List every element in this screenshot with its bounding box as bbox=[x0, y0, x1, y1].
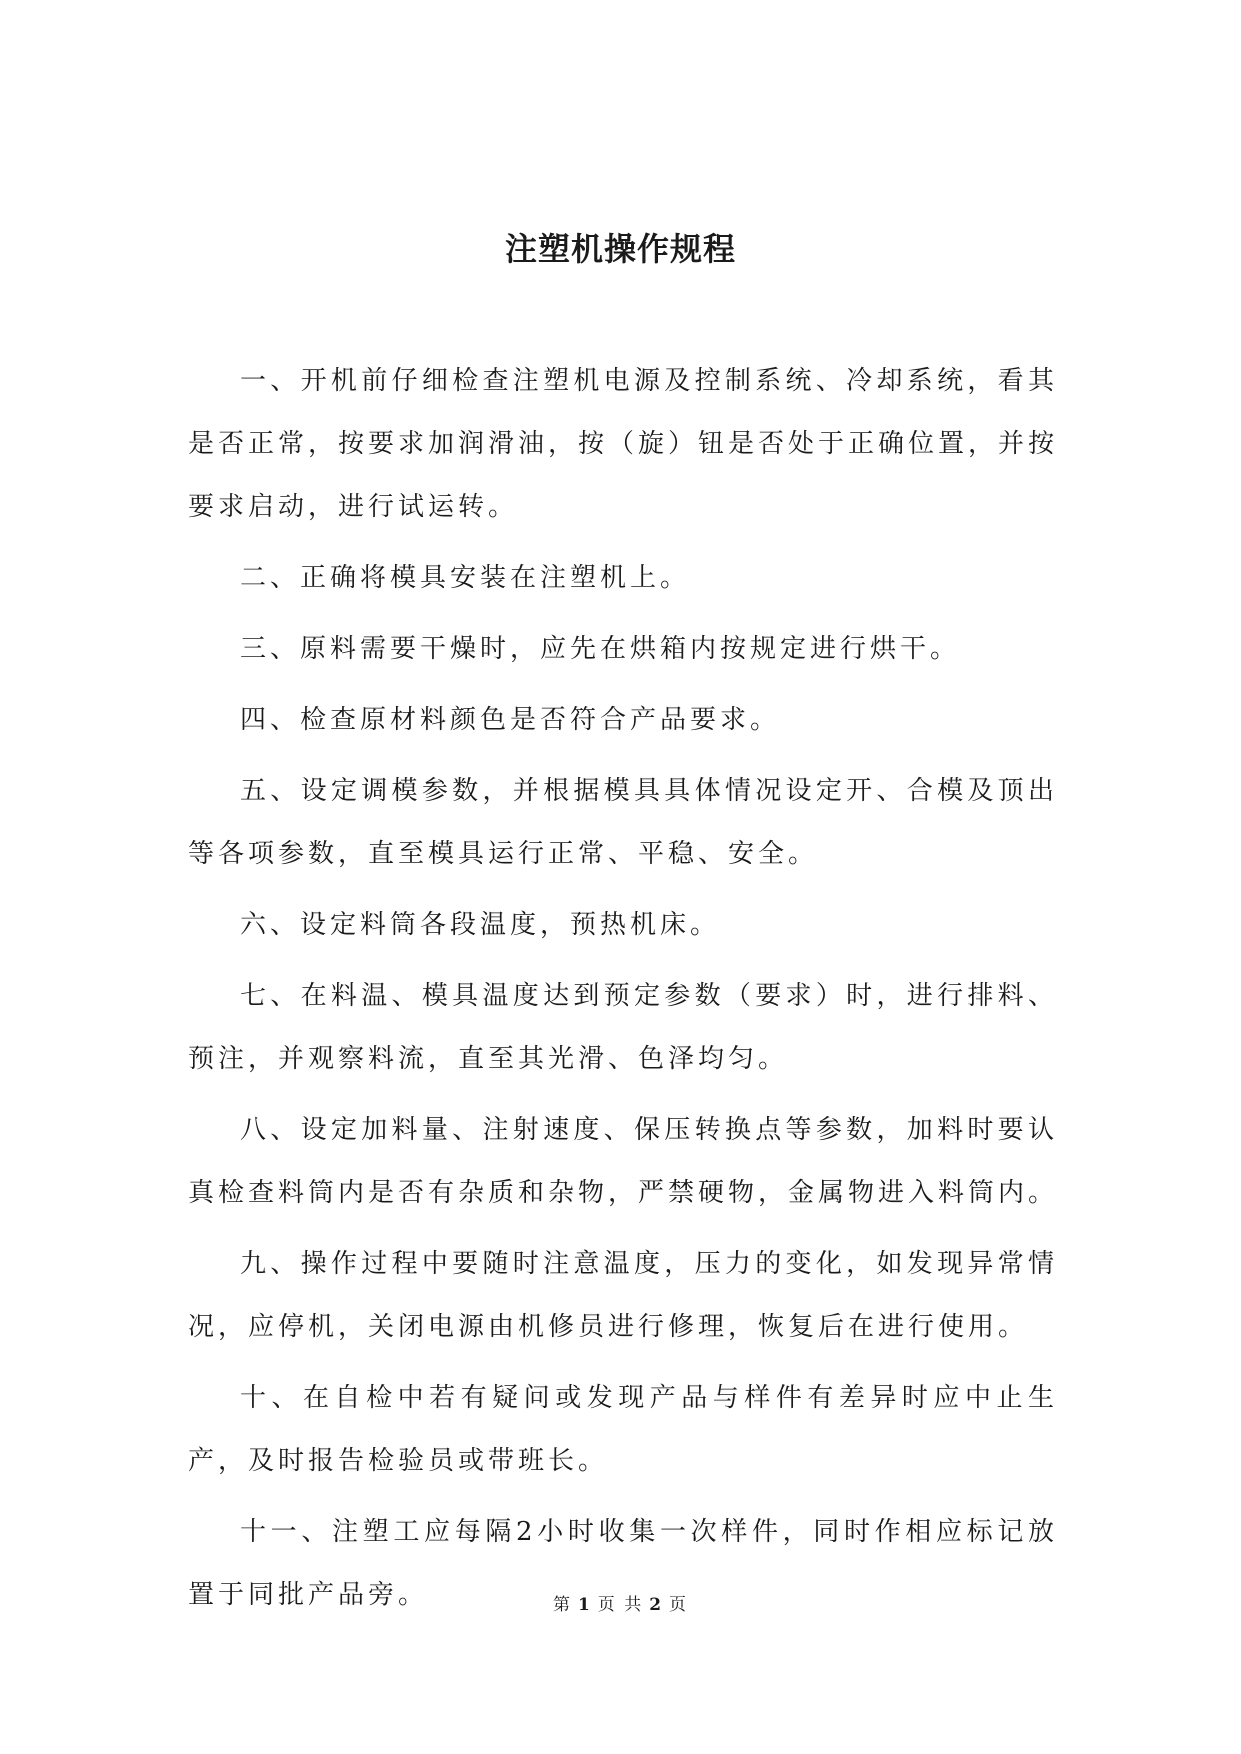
paragraph-2: 二、正确将模具安装在注塑机上。 bbox=[240, 563, 691, 593]
document-body bbox=[188, 350, 1058, 1635]
total-pages-number: 2 bbox=[649, 1595, 664, 1615]
paragraph-6: 六、设定料筒各段温度，预热机床。 bbox=[240, 910, 721, 940]
paragraph-3: 三、原料需要干燥时，应先在烘箱内按规定进行烘干。 bbox=[240, 634, 961, 664]
current-page-number: 1 bbox=[577, 1595, 592, 1615]
footer-prefix: 第 bbox=[552, 1595, 572, 1615]
paragraph-7: 七、在料温、模具温度达到预定参数（要求）时，进行排料、预注，并观察料流，直至其光滑、色泽均匀。 bbox=[188, 981, 1058, 1074]
paragraph-4: 四、检查原材料颜色是否符合产品要求。 bbox=[240, 705, 781, 735]
footer-suffix: 页 bbox=[669, 1595, 689, 1615]
paragraph-1: 一、开机前仔细检查注塑机电源及控制系统、冷却系统，看其是否正常，按要求加润滑油，按（旋）钮是否处于正确位置，并按要求启动，进行试运转。 bbox=[188, 366, 1059, 522]
paragraph-11: 十一、注塑工应每隔2小时收集一次样件，同时作相应标记放置于同批产品旁。 bbox=[188, 1517, 1058, 1610]
paragraph-8: 八、设定加料量、注射速度、保压转换点等参数，加料时要认真检查料筒内是否有杂质和杂物，严禁硬物，金属物进入料筒内。 bbox=[188, 1115, 1059, 1208]
document-title: 注塑机操作规程 bbox=[504, 230, 736, 268]
paragraph-10: 十、在自检中若有疑问或发现产品与样件有差异时应中止生产，及时报告检验员或带班长。 bbox=[188, 1383, 1058, 1476]
page-number-footer bbox=[0, 1593, 1241, 1617]
paragraph-9: 九、操作过程中要随时注意温度，压力的变化，如发现异常情况，应停机，关闭电源由机修员进行修理，恢复后在进行使用。 bbox=[188, 1249, 1058, 1342]
paragraph-5: 五、设定调模参数，并根据模具具体情况设定开、合模及顶出等各项参数，直至模具运行正常、平稳、安全。 bbox=[188, 776, 1058, 869]
footer-middle: 页 共 bbox=[597, 1595, 644, 1615]
